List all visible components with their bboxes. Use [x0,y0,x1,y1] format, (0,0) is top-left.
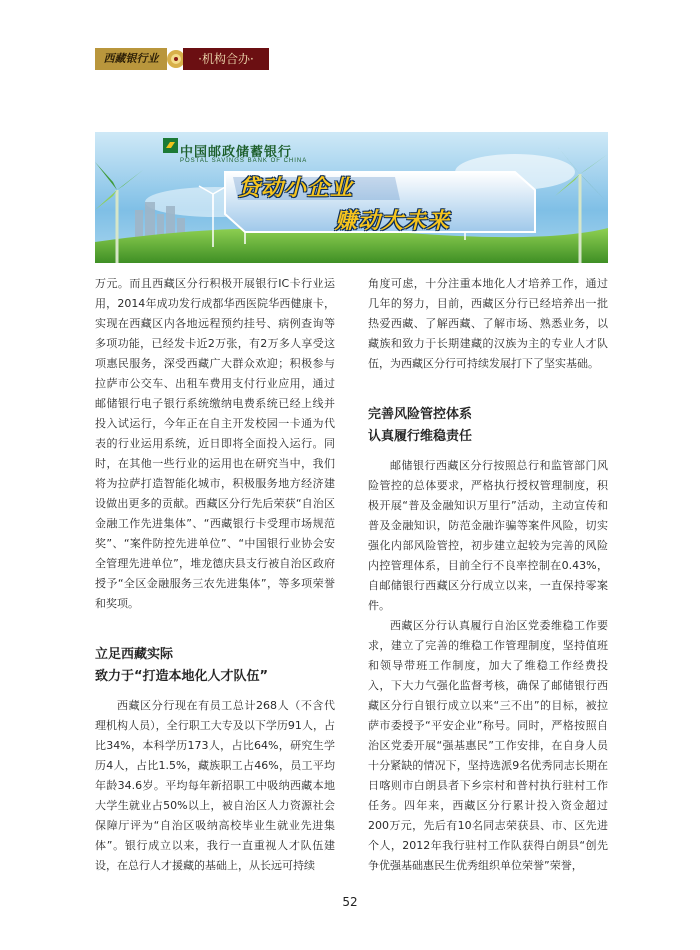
header-section-label: ·机构合办· [183,48,269,70]
banner-slogan-line1: 贷动小企业 [238,176,354,201]
section-heading-risk-line2: 认真履行维稳责任 [368,429,473,444]
section-heading-talent-line1: 立足西藏实际 [95,647,174,662]
bank-name-cn: 中国邮政储蓄银行 [180,145,293,160]
header-brand-label: 西藏银行业 [95,48,167,70]
running-header [95,46,270,72]
right-column [368,274,608,876]
section-heading-talent-line2: 致力于“打造本地化人才队伍” [95,669,269,684]
right-paragraph-2: 邮储银行西藏区分行按照总行和监管部门风险管控的总体要求，严格执行授权管理制度，积极开展“普及金融知识万里行”活动，主动宣传和普及金融知识，防范金融诈骗等案件风险，切实强化内部风险管控，初步建立起较为完善的风险内控管理体系，目前全行不良率控制在0.43%，自邮储银行西藏区分行成立以来，一直保持零案件。 [368,459,608,612]
page-number: 52 [342,895,358,909]
bank-name-en: POSTAL SAVINGS BANK OF CHINA [180,158,308,164]
left-paragraph-2: 西藏区分行现在有员工总计268人（不含代理机构人员），全行职工大专及以下学历91人，占比34%，本科学历173人，占比64%，研究生学历4人，占比1.5%，藏族职工占46%，员工平均年龄34.6岁。平均每年新招职工中吸纳西藏本地大学生就业占50%以上，被自治区人力资源社会保障厅评为“自治区吸纳高校毕业生就业先进集体”。银行成立以来，我行一直重视人才队伍建设，在总行人才援藏的基础上，从长远可持续 [95,699,335,872]
left-paragraph-1: 万元。而且西藏区分行积极开展银行IC卡行业运用，2014年成功发行成都华西医院华西健康卡，实现在西藏区内各地远程预约挂号、病例查询等多项功能，已经发卡近2万张，有2万多人享受这项惠民服务，深受西藏广大群众欢迎；积极参与拉萨市公交车、出租车费用支付行业应用，通过邮储银行电子银行系统缴纳电费系统已经上线并投入试运行，今年正在自主开发校园一卡通为代表的行业运用系统，近日即将全面投入运行。同时，在其他一些行业的运用也在研究当中，我们将为拉萨打造智能化城市，积极服务地方经济建设做出更多的贡献。西藏区分行先后荣获“自治区金融工作先进集体”、“西藏银行卡受理市场规范奖”、“案件防控先进单位”、“中国银行业协会安全管理先进单位”，堆龙德庆县支行被自治区政府授予“全区金融服务三农先进集体”，等多项荣誉和奖项。 [95,277,335,610]
right-paragraph-1: 角度可虑，十分注重本地化人才培养工作，通过几年的努力，目前，西藏区分行已经培养出一批热爱西藏、了解西藏、了解市场、熟悉业务，以藏族和致力于长期建藏的汉族为主的专业人才队伍，为西藏区分行可持续发展打下了坚实基础。 [368,277,608,370]
banner-slogan-line2: 赚动大未来 [335,209,451,234]
section-heading-risk-line1: 完善风险管控体系 [368,407,473,422]
right-paragraph-3: 西藏区分行认真履行自治区党委维稳工作要求，建立了完善的维稳工作管理制度，坚持值班和领导带班工作制度，加大了维稳工作经费投入，下大力气强化监督考核，确保了邮储银行西藏区分行自银行成立以来“三不出”的目标，被拉萨市委授予“平安企业”称号。同时，严格按照自治区党委开展“强基惠民”工作安排，在自身人员十分紧缺的情况下，坚持选派9名优秀同志长期在日喀则市白朗县者下乡宗村和普村执行驻村工作任务。四年来，西藏区分行累计投入资金超过200万元，先后有10名同志荣获县、市、区先进个人，2012年我行驻村工作队获得白朗县“创先争优强基础惠民生优秀组织单位荣誉”荣誉， [368,619,608,872]
left-column [95,274,335,876]
